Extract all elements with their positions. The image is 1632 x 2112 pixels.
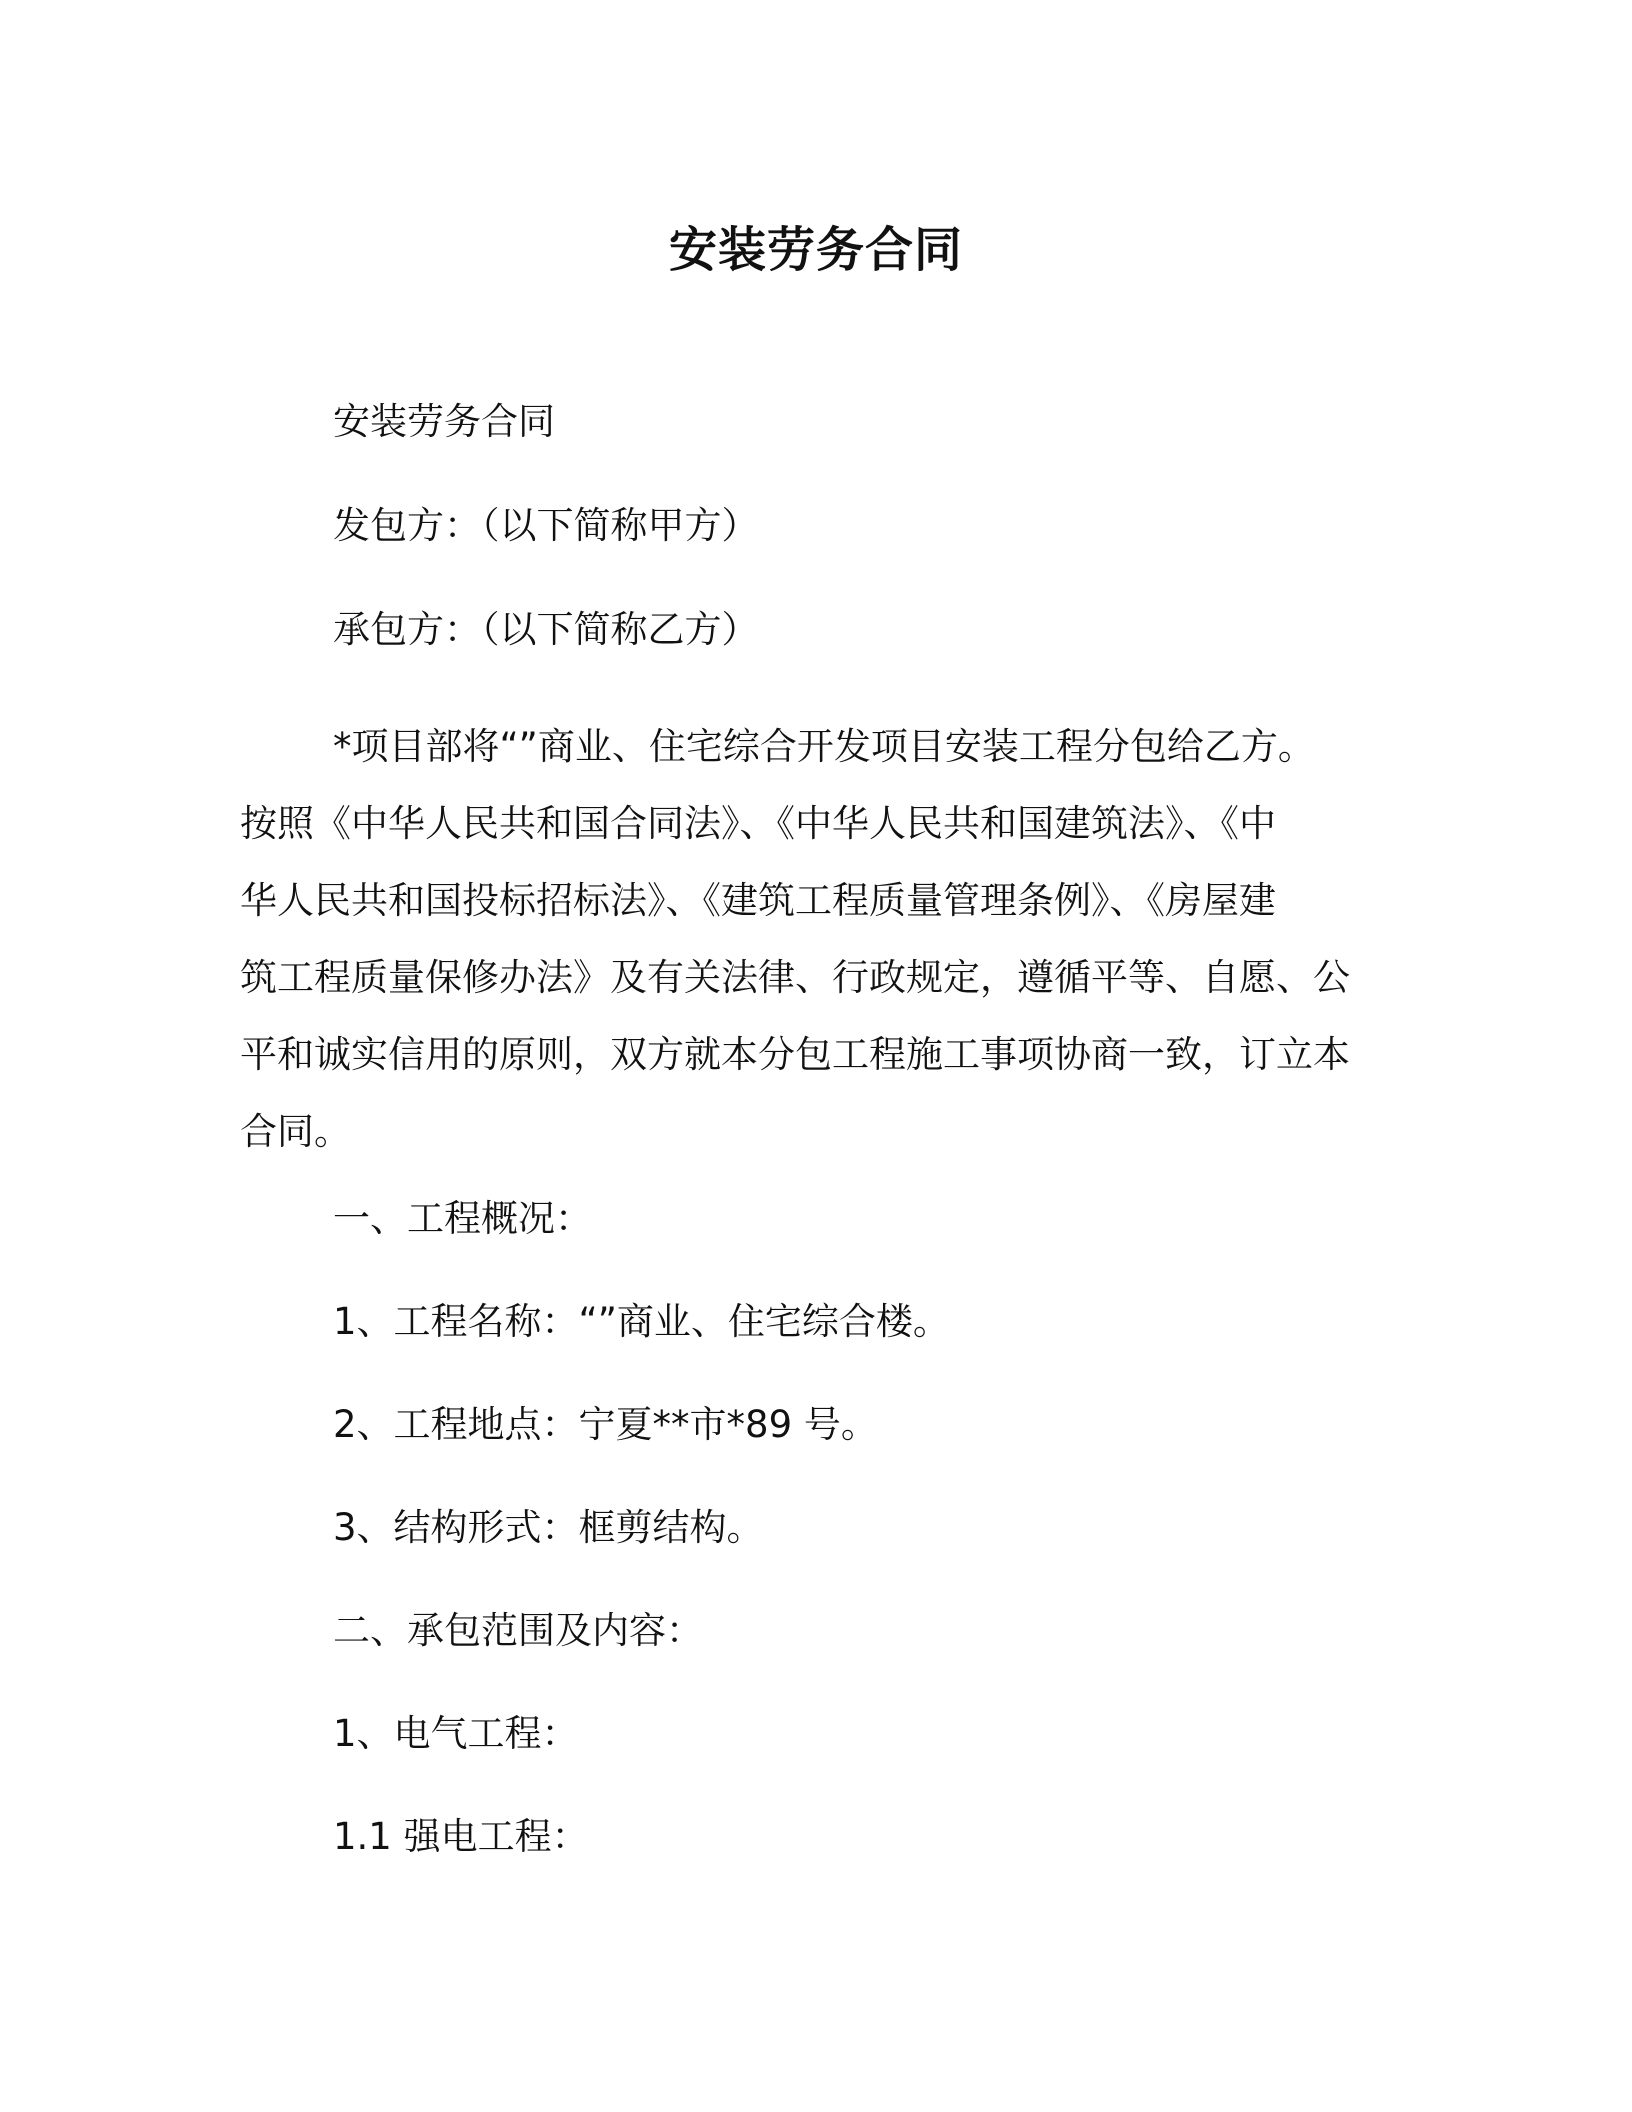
item-strong-current-works: 1.1 强电工程： <box>333 1815 589 1858</box>
section-heading-overview: 一、工程概况： <box>333 1197 592 1240</box>
item-project-name: 1、工程名称：“”商业、住宅综合楼。 <box>333 1300 950 1343</box>
paragraph-party-b: 承包方：（以下简称乙方） <box>333 608 759 651</box>
paragraph-party-a: 发包方：（以下简称甲方） <box>333 504 759 547</box>
preamble-line: 按照《中华人民共和国合同法》、《中华人民共和国建筑法》、《中 <box>240 802 1276 845</box>
preamble-line: 平和诚实信用的原则，双方就本分包工程施工事项协商一致，订立本 <box>240 1033 1350 1076</box>
preamble-line: 华人民共和国投标招标法》、《建筑工程质量管理条例》、《房屋建 <box>240 879 1276 922</box>
preamble-line: 筑工程质量保修办法》及有关法律、行政规定，遵循平等、自愿、公 <box>240 956 1350 999</box>
section-heading-scope: 二、承包范围及内容： <box>333 1609 703 1652</box>
preamble-line: 合同。 <box>240 1110 351 1153</box>
item-structure-form: 3、结构形式：框剪结构。 <box>333 1506 764 1549</box>
item-electrical-works: 1、电气工程： <box>333 1712 579 1755</box>
document-title: 安装劳务合同 <box>668 222 963 278</box>
item-project-location: 2、工程地点：宁夏**市*89 号。 <box>333 1403 878 1446</box>
preamble-line: *项目部将“”商业、住宅综合开发项目安装工程分包给乙方。 <box>333 725 1315 768</box>
paragraph-contract-name: 安装劳务合同 <box>333 400 555 443</box>
paragraph-preamble <box>240 708 1370 1170</box>
